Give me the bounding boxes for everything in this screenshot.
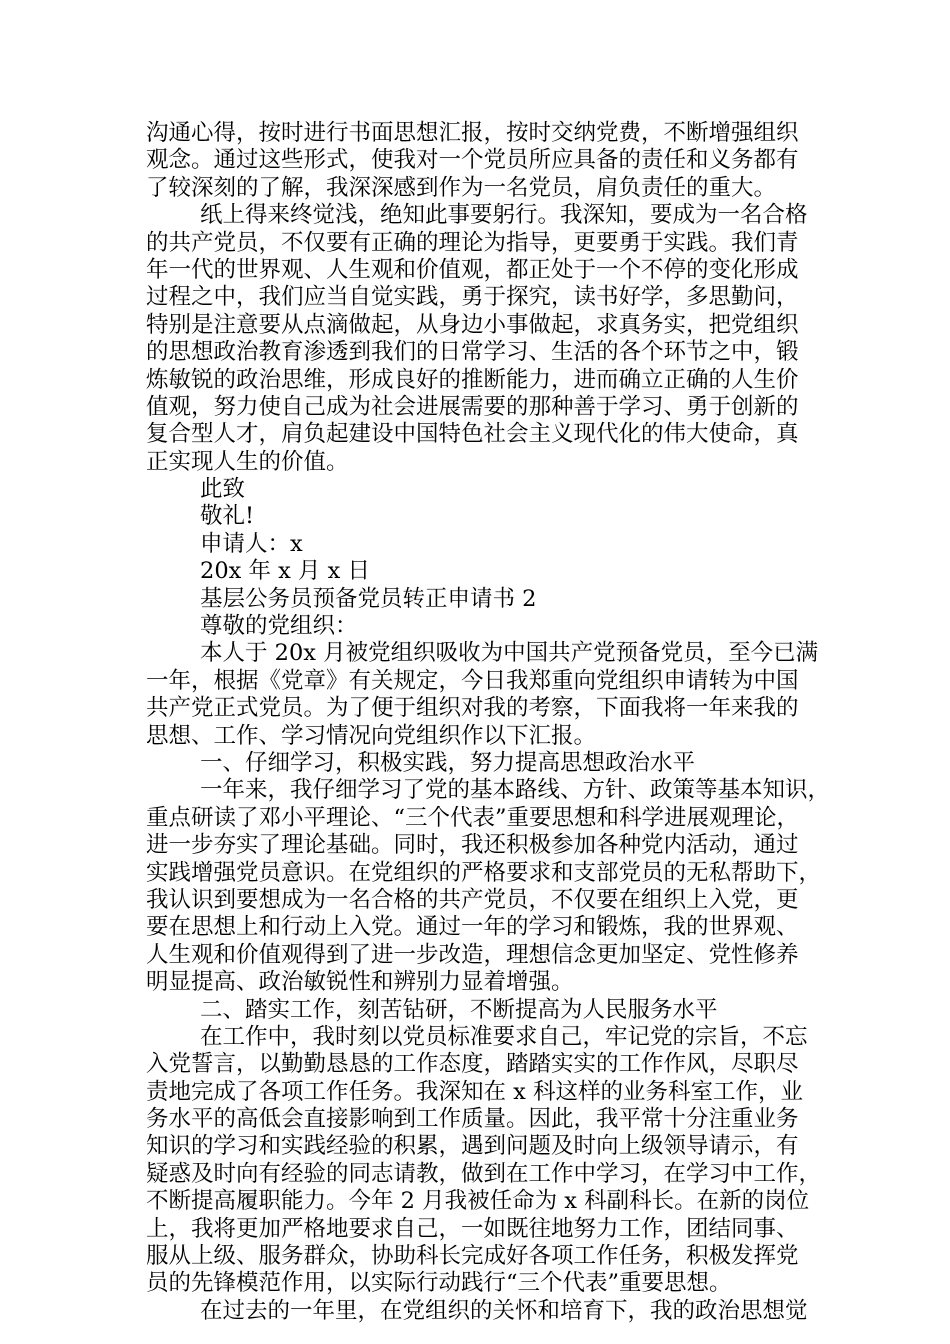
text-line: 责地完成了各项工作任务。我深知在 x 科这样的业务科室工作，业 [146, 1078, 803, 1105]
text-line: 特别是注意要从点滴做起，从身边小事做起，求真务实，把党组织 [146, 311, 799, 338]
text-line: 一、仔细学习，积极实践，努力提高思想政治水平 [200, 749, 696, 776]
text-line: 员的先锋模范作用，以实际行动践行“三个代表”重要思想。 [146, 1270, 732, 1297]
text-line: 共产党正式党员。为了便于组织对我的考察，下面我将一年来我的 [146, 695, 799, 722]
text-line: 在过去的一年里，在党组织的关怀和培育下，我的政治思想觉 [200, 1297, 808, 1324]
text-line: 炼敏锐的政治思维，形成良好的推断能力，进而确立正确的人生价 [146, 366, 799, 393]
text-line: 在工作中，我时刻以党员标准要求自己，牢记党的宗旨，不忘 [200, 1023, 808, 1050]
text-line: 年一代的世界观、人生观和价值观，都正处于一个不停的变化形成 [146, 256, 799, 283]
text-line: 入党誓言，以勤勤恳恳的工作态度，踏踏实实的工作作风，尽职尽 [146, 1051, 799, 1078]
text-line: 务水平的高低会直接影响到工作质量。因此，我平常十分注重业务 [146, 1106, 799, 1133]
text-line: 本人于 20x 月被党组织吸收为中国共产党预备党员，至今已满 [200, 640, 819, 667]
text-line: 的共产党员，不仅要有正确的理论为指导，更要勇于实践。我们青 [146, 229, 799, 256]
text-line: 值观，努力使自己成为社会进展需要的那种善于学习、勇于创新的 [146, 393, 799, 420]
text-line: 复合型人才，肩负起建设中国特色社会主义现代化的伟大使命，真 [146, 421, 799, 448]
text-line: 敬礼! [200, 503, 255, 530]
text-line: 过程之中，我们应当自觉实践，勇于探究，读书好学，多思勤问， [146, 284, 799, 311]
text-line: 我认识到要想成为一名合格的共产党员，不仅要在组织上入党，更 [146, 886, 799, 913]
text-line: 尊敬的党组织： [200, 613, 358, 640]
text-line: 此致 [200, 476, 246, 503]
text-line: 上，我将更加严格地要求自己，一如既往地努力工作，团结同事、 [146, 1215, 799, 1242]
text-line: 了较深刻的了解，我深深感到作为一名党员，肩负责任的重大。 [146, 174, 777, 201]
text-line: 一年来，我仔细学习了党的基本路线、方针、政策等基本知识， [200, 777, 831, 804]
text-line: 一年，根据《党章》有关规定，今日我郑重向党组织申请转为中国 [146, 667, 799, 694]
text-line: 申请人：x [200, 530, 303, 557]
text-line: 思想、工作、学习情况向党组织作以下汇报。 [146, 722, 597, 749]
text-line: 明显提高、政治敏锐性和辨别力显着增强。 [146, 969, 574, 996]
text-line: 正实现人生的价值。 [146, 448, 349, 475]
text-line: 基层公务员预备党员转正申请书 2 [200, 585, 537, 612]
text-line: 沟通心得，按时进行书面思想汇报，按时交纳党费，不断增强组织 [146, 120, 799, 146]
text-line: 服从上级、服务群众，协助科长完成好各项工作任务，积极发挥党 [146, 1243, 799, 1270]
text-line: 人生观和价值观得到了进一步改造，理想信念更加坚定、党性修养 [146, 941, 799, 968]
text-line: 知识的学习和实践经验的积累，遇到问题及时向上级领导请示，有 [146, 1133, 799, 1160]
text-line: 的思想政治教育渗透到我们的日常学习、生活的各个环节之中，锻 [146, 339, 799, 366]
text-line: 要在思想上和行动上入党。通过一年的学习和锻炼，我的世界观、 [146, 914, 799, 941]
text-line: 实践增强党员意识。在党组织的严格要求和支部党员的无私帮助下， [146, 859, 822, 886]
text-line: 20x 年 x 月 x 日 [200, 558, 370, 585]
text-line: 纸上得来终觉浅，绝知此事要躬行。我深知，要成为一名合格 [200, 202, 808, 229]
text-line: 不断提高履职能力。今年 2 月我被任命为 x 科副科长。在新的岗位 [146, 1188, 810, 1215]
text-line: 二、踏实工作，刻苦钻研，不断提高为人民服务水平 [200, 996, 718, 1023]
document-body [146, 120, 831, 1325]
text-line: 观念。通过这些形式，使我对一个党员所应具备的责任和义务都有 [146, 147, 799, 174]
text-line: 重点研读了邓小平理论、“三个代表”重要思想和科学进展观理论， [146, 804, 800, 831]
text-line: 疑惑及时向有经验的同志请教，做到在工作中学习，在学习中工作， [146, 1160, 822, 1187]
text-line: 进一步夯实了理论基础。同时，我还积极参加各种党内活动，通过 [146, 832, 799, 859]
